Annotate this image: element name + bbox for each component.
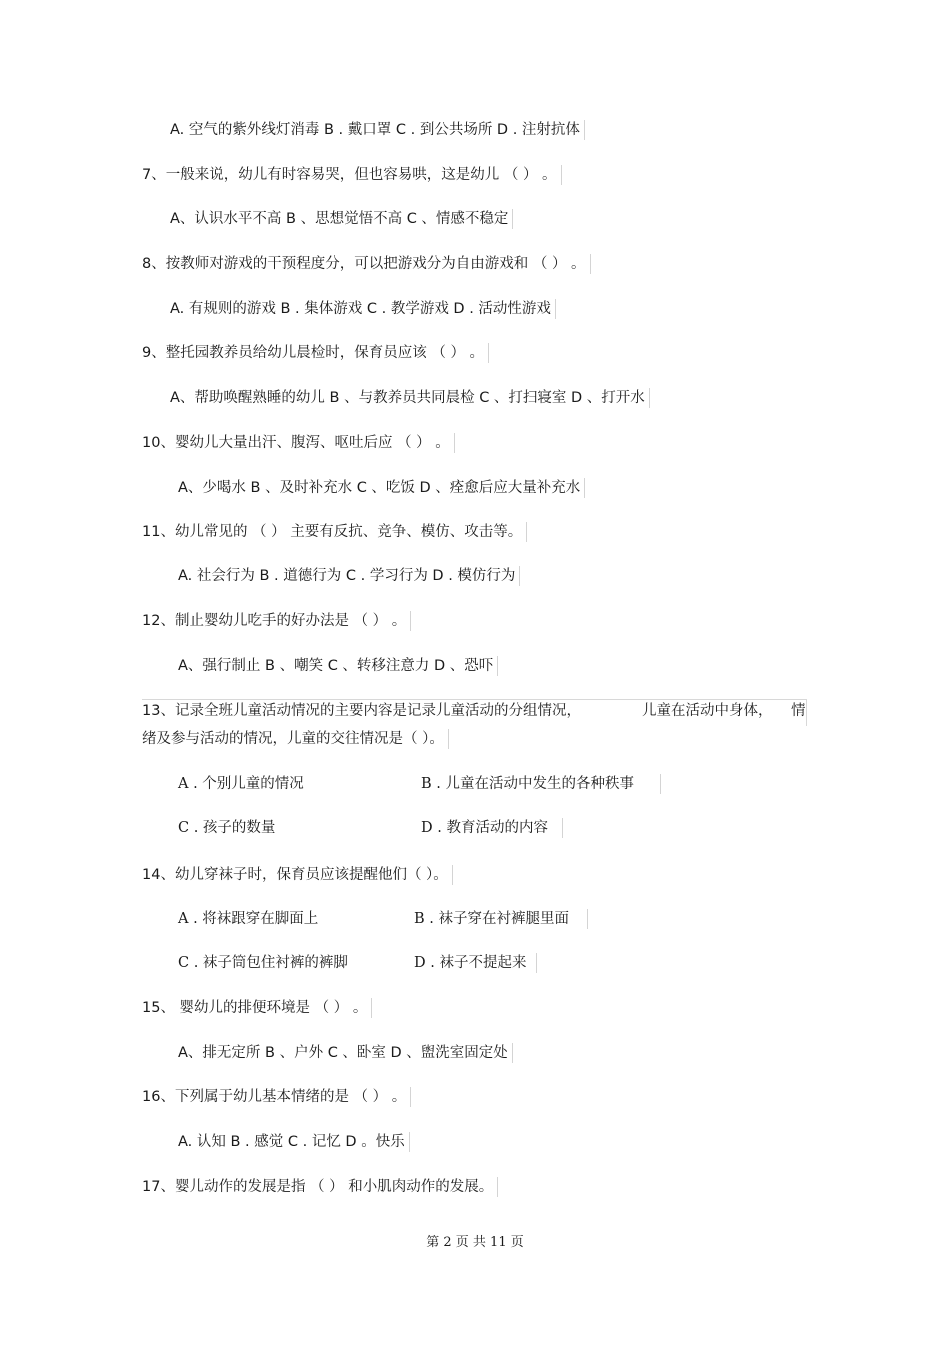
q12-question: 12、制止婴幼儿吃手的好办法是 （ ） 。: [142, 611, 411, 631]
q13-option-d: D . 教育活动的内容: [421, 820, 548, 836]
q13-question-part1: 13、记录全班儿童活动情况的主要内容是记录儿童活动的分组情况，: [142, 703, 581, 719]
q17-question: 17、婴儿动作的发展是指 （ ） 和小肌肉动作的发展。: [142, 1177, 498, 1197]
q8-options: A. 有规则的游戏 B . 集体游戏 C . 教学游戏 D . 活动性游戏: [170, 299, 556, 319]
q14-options-row2: [178, 953, 537, 973]
q9-question: 9、整托园教养员给幼儿晨检时，保育员应该 （ ） 。: [142, 343, 489, 363]
q14-question: 14、幼儿穿袜子时，保育员应该提醒他们（ ）。: [142, 865, 453, 885]
q7-options: A、认识水平不高 B 、思想觉悟不高 C 、情感不稳定: [170, 209, 513, 229]
q14-option-a: A . 将袜跟穿在脚面上: [178, 911, 319, 927]
q13-option-b: B . 儿童在活动中发生的各种秩事: [421, 776, 634, 792]
q13-option-c: C . 孩子的数量: [178, 820, 276, 836]
page-footer: 第 2 页 共 11 页: [426, 1235, 524, 1250]
q16-question: 16、下列属于幼儿基本情绪的是 （ ） 。: [142, 1087, 411, 1107]
q9-options: A、帮助唤醒熟睡的幼儿 B 、与教养员共同晨检 C 、打扫寝室 D 、打开水: [170, 388, 650, 408]
q15-options: A、排无定所 B 、户外 C 、卧室 D 、盥洗室固定处: [178, 1043, 513, 1063]
q13-options-row2: [178, 818, 563, 838]
q10-question: 10、婴幼儿大量出汗、腹泻、呕吐后应 （ ） 。: [142, 433, 455, 453]
q13-question-line2: 绪及参与活动的情况，儿童的交往情况是（ ）。: [142, 729, 449, 749]
q14-option-b: B . 袜子穿在衬裤腿里面: [414, 911, 569, 927]
q14-option-c: C . 袜子筒包住衬裤的裤脚: [178, 955, 348, 971]
q13-question-part2: 儿童在活动中身体，: [642, 703, 773, 719]
q11-question: 11、幼儿常见的 （ ） 主要有反抗、竞争、模仿、攻击等。: [142, 522, 527, 542]
q10-options: A、少喝水 B 、及时补充水 C 、吃饭 D 、痊愈后应大量补充水: [178, 478, 585, 498]
q13-question-part3: 情: [791, 703, 806, 719]
q13-option-a: A . 个别儿童的情况: [178, 776, 304, 792]
q14-option-d: D . 袜子不提起来: [414, 955, 527, 971]
q11-options: A. 社会行为 B . 道德行为 C . 学习行为 D . 模仿行为: [178, 566, 520, 586]
q14-options-row1: [178, 909, 588, 929]
q13-options-row1: [178, 774, 661, 794]
q7-question: 7、一般来说，幼儿有时容易哭，但也容易哄，这是幼儿 （ ） 。: [142, 165, 562, 185]
q15-question: 15、 婴幼儿的排便环境是 （ ） 。: [142, 998, 372, 1018]
q8-question: 8、按教师对游戏的干预程度分，可以把游戏分为自由游戏和 （ ） 。: [142, 254, 591, 274]
q12-options: A、强行制止 B 、嘲笑 C 、转移注意力 D 、恐吓: [178, 656, 498, 676]
q16-options: A. 认知 B . 感觉 C . 记忆 D 。快乐: [178, 1132, 410, 1152]
q6-options: A. 空气的紫外线灯消毒 B . 戴口罩 C . 到公共场所 D . 注射抗体: [170, 120, 585, 140]
